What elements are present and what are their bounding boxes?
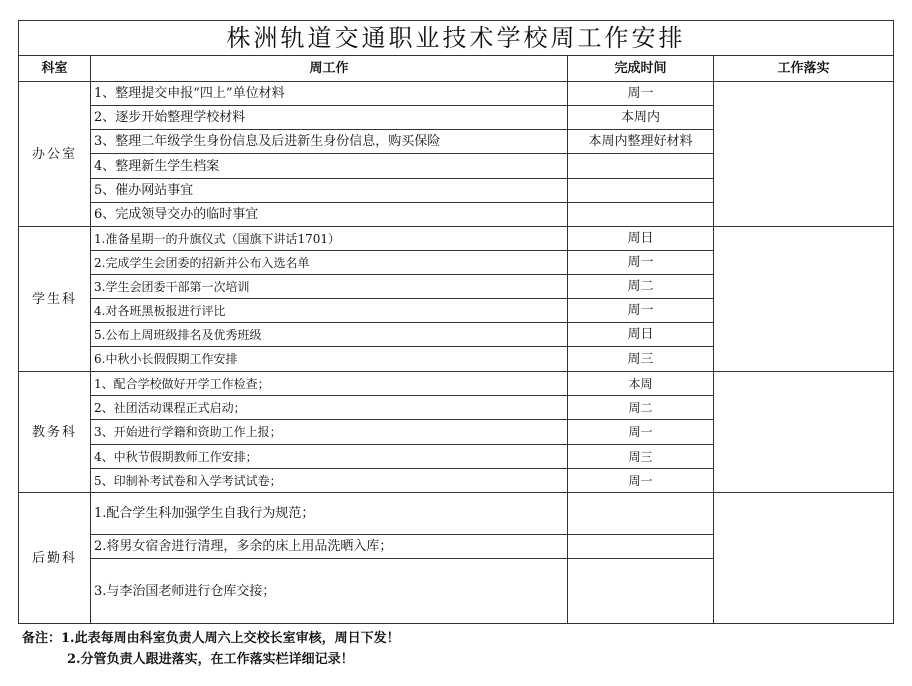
- header-time: 完成时间: [568, 56, 714, 82]
- note-line-2: 2.分管负责人跟进落实，在工作落实栏详细记录！: [67, 652, 354, 667]
- task-cell[interactable]: 6.中秋小长假假期工作安排: [91, 347, 568, 372]
- table-row: [19, 493, 894, 535]
- note-line-1: 备注：1.此表每周由科室负责人周六上交校长室审核，周日下发！: [22, 631, 400, 646]
- time-cell[interactable]: 周一: [568, 82, 714, 106]
- task-cell[interactable]: 1、配合学校做好开学工作检查；: [91, 372, 568, 396]
- time-cell[interactable]: 周三: [568, 445, 714, 469]
- time-cell[interactable]: 周一: [568, 299, 714, 323]
- task-cell[interactable]: 4、整理新生学生档案: [91, 154, 568, 179]
- time-cell[interactable]: 本周: [568, 372, 714, 396]
- task-cell[interactable]: 5、催办网站事宜: [91, 179, 568, 203]
- dept-academic-affairs: 教务科: [19, 372, 91, 493]
- task-cell[interactable]: 4、中秋节假期教师工作安排；: [91, 445, 568, 469]
- task-cell[interactable]: 2.完成学生会团委的招新并公布入选名单: [91, 251, 568, 275]
- time-cell[interactable]: 周一: [568, 469, 714, 493]
- task-cell[interactable]: 2、社团活动课程正式启动；: [91, 396, 568, 420]
- task-cell[interactable]: 5.公布上周班级排名及优秀班级: [91, 323, 568, 347]
- time-cell[interactable]: 周二: [568, 275, 714, 299]
- time-cell[interactable]: [568, 559, 714, 624]
- dept-student-affairs: 学生科: [19, 227, 91, 372]
- table-row: [19, 372, 894, 396]
- header-dept: 科室: [19, 56, 91, 82]
- time-cell[interactable]: [568, 154, 714, 179]
- task-cell[interactable]: 3、开始进行学籍和资助工作上报；: [91, 420, 568, 445]
- task-cell[interactable]: 3、整理二年级学生身份信息及后进新生身份信息，购买保险: [91, 130, 568, 154]
- time-cell[interactable]: 周一: [568, 420, 714, 445]
- task-cell[interactable]: 6、完成领导交办的临时事宜: [91, 203, 568, 227]
- task-cell[interactable]: 1、整理提交申报“四上”单位材料: [91, 82, 568, 106]
- time-cell[interactable]: [568, 179, 714, 203]
- task-cell[interactable]: 2.将男女宿舍进行清理，多余的床上用品洗晒入库；: [91, 535, 568, 559]
- result-cell-student-affairs[interactable]: [714, 227, 894, 372]
- table-row: [19, 82, 894, 106]
- table-title: 株洲轨道交通职业技术学校周工作安排: [19, 21, 894, 56]
- weekly-schedule-table: [18, 20, 894, 624]
- task-cell[interactable]: 3.学生会团委干部第一次培训: [91, 275, 568, 299]
- result-cell-logistics[interactable]: [714, 493, 894, 624]
- time-cell[interactable]: 周日: [568, 323, 714, 347]
- time-cell[interactable]: 周三: [568, 347, 714, 372]
- header-result: 工作落实: [714, 56, 894, 82]
- header-work: 周工作: [91, 56, 568, 82]
- dept-logistics: 后勤科: [19, 493, 91, 624]
- result-cell-office[interactable]: [714, 82, 894, 227]
- time-cell[interactable]: [568, 203, 714, 227]
- task-cell[interactable]: 2、逐步开始整理学校材料: [91, 106, 568, 130]
- time-cell[interactable]: 周一: [568, 251, 714, 275]
- task-cell[interactable]: 3.与李治国老师进行仓库交接；: [91, 559, 568, 624]
- table-row: [19, 227, 894, 251]
- task-cell[interactable]: 4.对各班黑板报进行评比: [91, 299, 568, 323]
- result-cell-academic-affairs[interactable]: [714, 372, 894, 493]
- dept-office: 办公室: [19, 82, 91, 227]
- time-cell[interactable]: [568, 493, 714, 535]
- time-cell[interactable]: [568, 535, 714, 559]
- task-cell[interactable]: 1.配合学生科加强学生自我行为规范；: [91, 493, 568, 535]
- time-cell[interactable]: 本周内: [568, 106, 714, 130]
- time-cell[interactable]: 周二: [568, 396, 714, 420]
- task-cell[interactable]: 1.准备星期一的升旗仪式（国旗下讲话1701）: [91, 227, 568, 251]
- time-cell[interactable]: 本周内整理好材料: [568, 130, 714, 154]
- time-cell[interactable]: 周日: [568, 227, 714, 251]
- task-cell[interactable]: 5、印制补考试卷和入学考试试卷；: [91, 469, 568, 493]
